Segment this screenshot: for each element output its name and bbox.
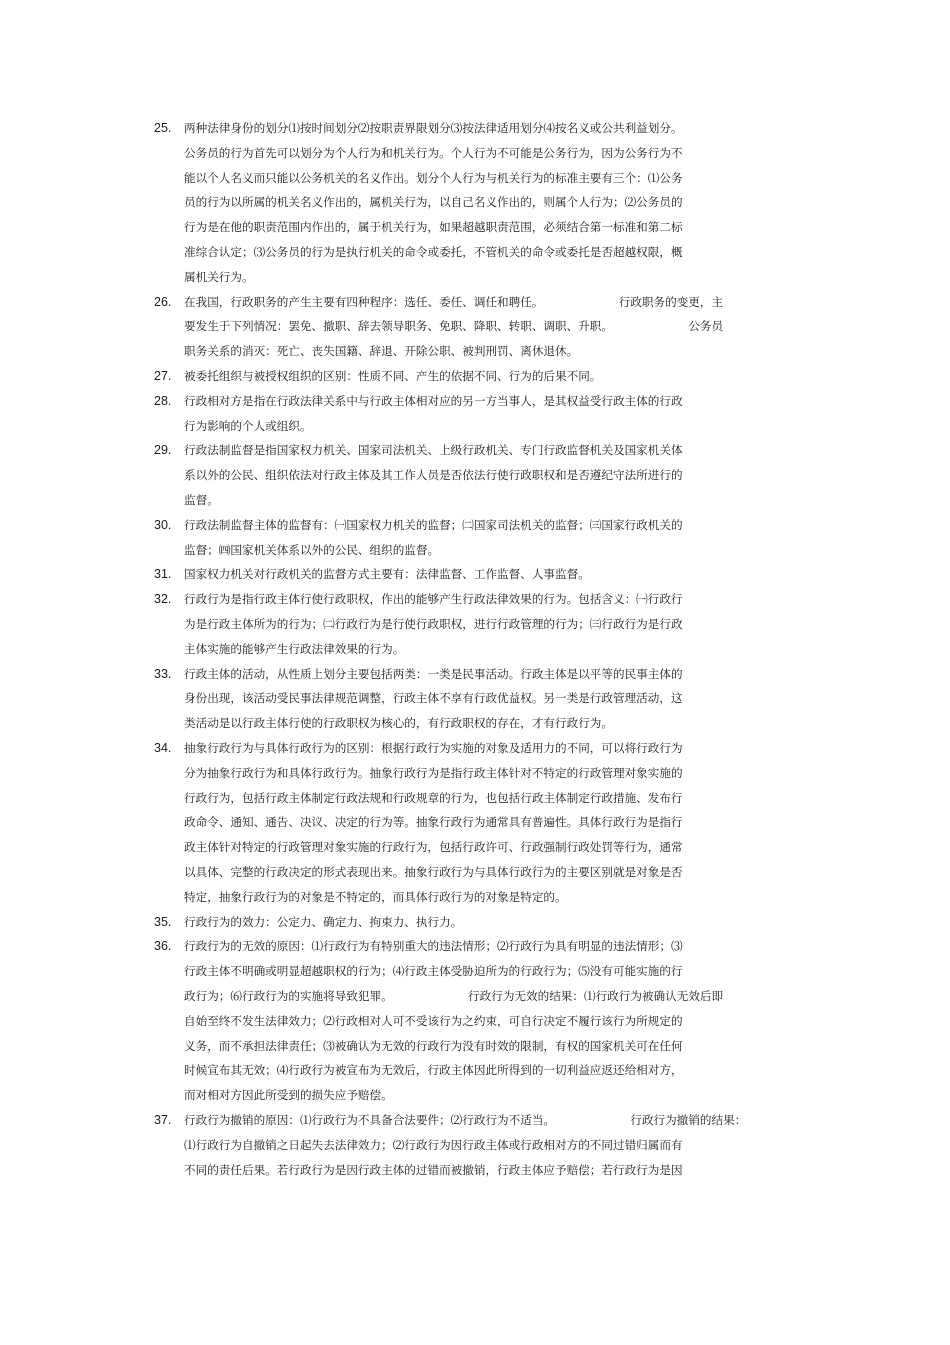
- item-text-line: 行为是在他的职责范围内作出的，属于机关行为，如果超越职责范围，必须结合第一标准和第二标: [184, 220, 683, 235]
- item-text-line: 以具体、完整的行政决定的形式表现出来。抽象行政行为与具体行政行为的主要区别就是对象是否: [184, 865, 683, 879]
- item-number: 26.: [154, 294, 172, 309]
- item-text-line: 身份出现，该活动受民事法律规范调整，行政主体不享有行政优益权。另一类是行政管理活动，这: [184, 691, 683, 706]
- item-text-line: 准综合认定；⑶公务员的行为是执行机关的命令或委托，不管机关的命令或委托是否超越权限，概: [184, 245, 683, 259]
- item-text-line: 属机关行为。: [184, 269, 254, 284]
- item-text-line: 不同的责任后果。若行政行为是因行政主体的过错而被撤销，行政主体应予赔偿；若行政行为是因: [184, 1162, 683, 1177]
- item-text-line: 政行为；⑹行政行为的实施将导致犯罪。 行政行为无效的结果：⑴行政行为被确认无效后即: [184, 988, 724, 1003]
- item-number: 37.: [154, 1113, 172, 1127]
- item-text-line: 监督；㈣国家机关体系以外的公民、组织的监督。: [184, 542, 440, 557]
- item-text-line: 公务员的行为首先可以划分为个人行为和机关行为。个人行为不可能是公务行为，因为公务行为不: [184, 145, 683, 160]
- item-number: 32.: [154, 592, 172, 607]
- item-text-line: 行政法制监督是指国家权力机关、国家司法机关、上级行政机关、专门行政监督机关及国家机关体: [184, 443, 683, 458]
- item-text-line: 行为影响的个人或组织。: [184, 418, 312, 433]
- item-text-line: 政主体针对特定的行政管理对象实施的行政行为，包括行政许可、行政强制行政处罚等行为，通常: [184, 840, 683, 855]
- item-text-line: 两种法律身份的划分⑴按时间划分⑵按职责界限划分⑶按法律适用划分⑷按名义或公共利益划分。: [184, 121, 683, 135]
- item-text-line: 能以个人名义而只能以公务机关的名义作出。划分个人行为与机关行为的标准主要有三个：⑴公务: [184, 170, 683, 185]
- item-text-line: 行政主体的活动，从性质上划分主要包括两类：一类是民事活动。行政主体是以平等的民事主体的: [184, 666, 683, 681]
- item-text-line: 行政相对方是指在行政法律关系中与行政主体相对应的另一方当事人，是其权益受行政主体的行政: [184, 393, 683, 408]
- item-text-line: 系以外的公民、组织依法对行政主体及其工作人员是否依法行使行政职权和是否遵纪守法所进行的: [184, 468, 683, 483]
- item-number: 25.: [154, 121, 172, 135]
- item-text-line: 行政主体不明确或明显超越职权的行为；⑷行政主体受胁迫所为的行政行为；⑸没有可能实施的行: [184, 964, 683, 979]
- item-text-line: 主体实施的能够产生行政法律效果的行为。: [184, 641, 405, 656]
- item-text-line: 抽象行政行为与具体行政行为的区别：根据行政行为实施的对象及适用力的不同，可以将行政行为: [184, 741, 683, 755]
- item-number: 35.: [154, 914, 172, 929]
- item-text-line: 行政行为的无效的原因：⑴行政行为有特别重大的违法情形；⑵行政行为具有明显的违法情形；⑶: [184, 939, 683, 954]
- item-number: 36.: [154, 939, 172, 954]
- item-text-line: 类活动是以行政主体行使的行政职权为核心的，有行政职权的存在，才有行政行为。: [184, 716, 613, 731]
- item-text-line: 监督。: [184, 492, 219, 507]
- item-text-line: 员的行为以所属的机关名义作出的，属机关行为，以自己名义作出的，则属个人行为；⑵公务员的: [184, 195, 683, 210]
- item-text-line: 特定，抽象行政行为的对象是不特定的，而具体行政行为的对象是特定的。: [184, 889, 567, 904]
- item-number: 28.: [154, 393, 172, 408]
- item-text-line: 要发生于下列情况：罢免、撤职、辞去领导职务、免职、降职、转职、调职、升职。 公务员: [184, 319, 724, 334]
- item-text-line: 而对相对方因此所受到的损失应予赔偿。: [184, 1088, 393, 1103]
- item-text-line: 行政行为的效力：公定力、确定力、拘束力、执行力。: [184, 914, 463, 929]
- item-text-line: 政命令、通知、通告、决议、决定的行为等。抽象行政行为通常具有普遍性。具体行政行为是指行: [184, 815, 683, 830]
- item-text-line: 为是行政主体所为的行为；㈡行政行为是行使行政职权，进行行政管理的行为；㈢行政行为是行政: [184, 616, 683, 631]
- item-text-line: 行政法制监督主体的监督有：㈠国家权力机关的监督；㈡国家司法机关的监督；㈢国家行政机关的: [184, 517, 683, 532]
- item-text-line: 行政行为是指行政主体行使行政职权，作出的能够产生行政法律效果的行为。包括含义：㈠行政行: [184, 592, 683, 607]
- item-text-line: 义务，而不承担法律责任；⑶被确认为无效的行政行为没有时效的限制，有权的国家机关可在任何: [184, 1038, 683, 1053]
- item-text-line: 在我国，行政职务的产生主要有四种程序：选任、委任、调任和聘任。 行政职务的变更，主: [184, 294, 724, 309]
- item-text-line: 分为抽象行政行为和具体行政行为。抽象行政行为是指行政主体针对不特定的行政管理对象实施的: [184, 765, 683, 780]
- item-number: 30.: [154, 517, 172, 532]
- item-text-line: 行政行为，包括行政主体制定行政法规和行政规章的行为，也包括行政主体制定行政措施、发布行: [184, 790, 683, 805]
- item-text-line: 国家权力机关对行政机关的监督方式主要有：法律监督、工作监督、人事监督。: [184, 567, 590, 582]
- item-text-line: 时候宣布其无效；⑷行政行为被宣布为无效后，行政主体因此所得到的一切利益应返还给相对方，: [184, 1063, 683, 1078]
- item-number: 31.: [154, 567, 172, 582]
- item-number: 34.: [154, 741, 172, 755]
- item-number: 29.: [154, 443, 172, 458]
- item-number: 27.: [154, 369, 172, 383]
- item-text-line: 职务关系的消灭：死亡、丧失国籍、辞退、开除公职、被判刑罚、离休退休。: [184, 344, 579, 359]
- item-text-line: 自始至终不发生法律效力；⑵行政相对人可不受该行为之约束，可自行决定不履行该行为所规定的: [184, 1013, 683, 1028]
- item-text-line: 被委托组织与被授权组织的区别：性质不同、产生的依据不同、行为的后果不同。: [184, 369, 602, 383]
- item-text-line: ⑴行政行为自撤销之日起失去法律效力；⑵行政行为因行政主体或行政相对方的不同过错归属而有: [184, 1137, 683, 1152]
- item-number: 33.: [154, 666, 172, 681]
- item-text-line: 行政行为撤销的原因：⑴行政行为不具备合法要件；⑵行政行为不适当。 行政行为撤销的结果：: [184, 1113, 747, 1127]
